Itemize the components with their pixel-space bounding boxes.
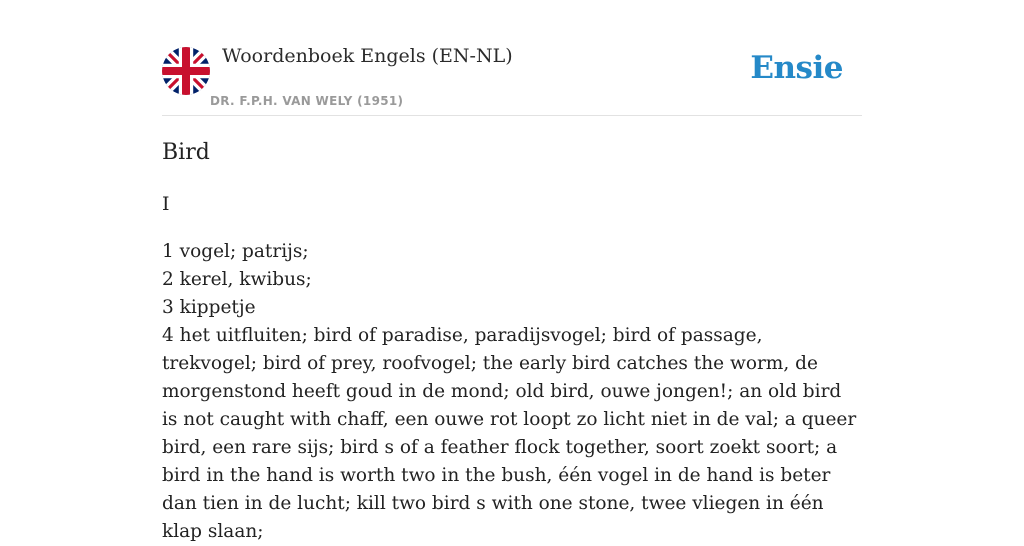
definition-list bbox=[162, 238, 862, 546]
definition-item: 2 kerel, kwibus; bbox=[162, 269, 312, 290]
dictionary-title-link[interactable]: Woordenboek Engels (EN-NL) bbox=[222, 45, 513, 67]
dictionary-author: DR. F.P.H. VAN WELY (1951) bbox=[210, 94, 404, 108]
uk-flag-icon bbox=[162, 47, 210, 95]
definition-item: 1 vogel; patrijs; bbox=[162, 241, 309, 262]
entry-word: Bird bbox=[162, 140, 210, 165]
dictionary-header bbox=[162, 0, 862, 116]
page bbox=[162, 0, 862, 542]
entry-section-number: I bbox=[162, 193, 170, 215]
definition-item: 4 het uitfluiten; bird of paradise, paradijsvogel; bird of passage, trekvogel; bird of prey, roofvogel; the early bird catches the worm, de morgenstond heeft goud in de mond; old bird, ouwe jongen!; an old bird is not caught with chaff, een ouwe rot loopt zo licht niet in de val; a queer bird, een rare sijs; bird s of a feather flock together, soort zoekt soort; a bird in the hand is worth two in the bush, één vogel in de hand is beter dan tien in de lucht; kill two bird s with one stone, twee vliegen in één klap slaan; bbox=[162, 325, 857, 542]
definition-item: 3 kippetje bbox=[162, 297, 256, 318]
ensie-logo-link[interactable]: Ensie bbox=[750, 50, 843, 86]
